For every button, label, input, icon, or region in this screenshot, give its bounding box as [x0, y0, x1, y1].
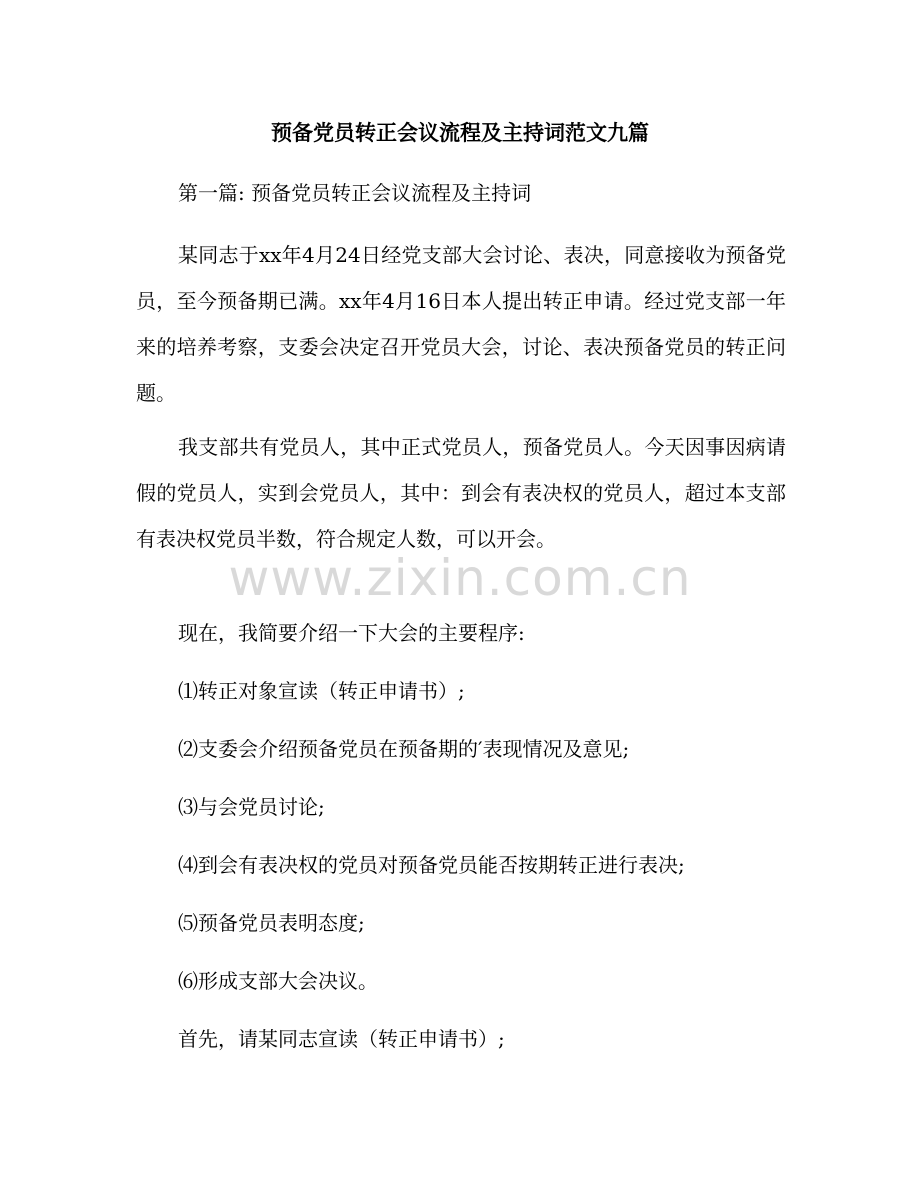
document-title: 预备党员转正会议流程及主持词范文九篇 [271, 121, 649, 145]
closing-line: 首先，请某同志宣读（转正申请书）; [178, 1027, 505, 1051]
procedure-item-5: ⑸预备党员表明态度; [178, 911, 365, 935]
procedure-item-1: ⑴转正对象宣读（转正申请书）; [178, 679, 465, 703]
procedure-item-4: ⑷到会有表决权的党员对预备党员能否按期转正进行表决; [178, 853, 685, 877]
procedure-item-3: ⑶与会党员讨论; [178, 795, 325, 819]
section-heading: 第一篇: 预备党员转正会议流程及主持词 [178, 181, 532, 205]
intro-line: 现在，我简要介绍一下大会的主要程序: [178, 621, 525, 645]
paragraph-2: 我支部共有党员人，其中正式党员人，预备党员人。今天因事因病请假的党员人，实到会党员人，其中：到会有表决权的党员人，超过本支部有表决权党员半数，符合规定人数，可以开会。 [136, 435, 786, 551]
watermark: www.zixin.com.cn [228, 549, 692, 607]
procedure-item-2: ⑵支委会介绍预备党员在预备期的′表现情况及意见; [178, 737, 630, 761]
procedure-item-6: ⑹形成支部大会决议。 [178, 969, 378, 993]
paragraph-1: 某同志于xx年4月24日经党支部大会讨论、表决，同意接收为预备党员，至今预备期已满。xx年4月16日本人提出转正申请。经过党支部一年来的培养考察，支委会决定召开党员大会，讨论、表决预备党员的转正问题。 [136, 243, 786, 405]
